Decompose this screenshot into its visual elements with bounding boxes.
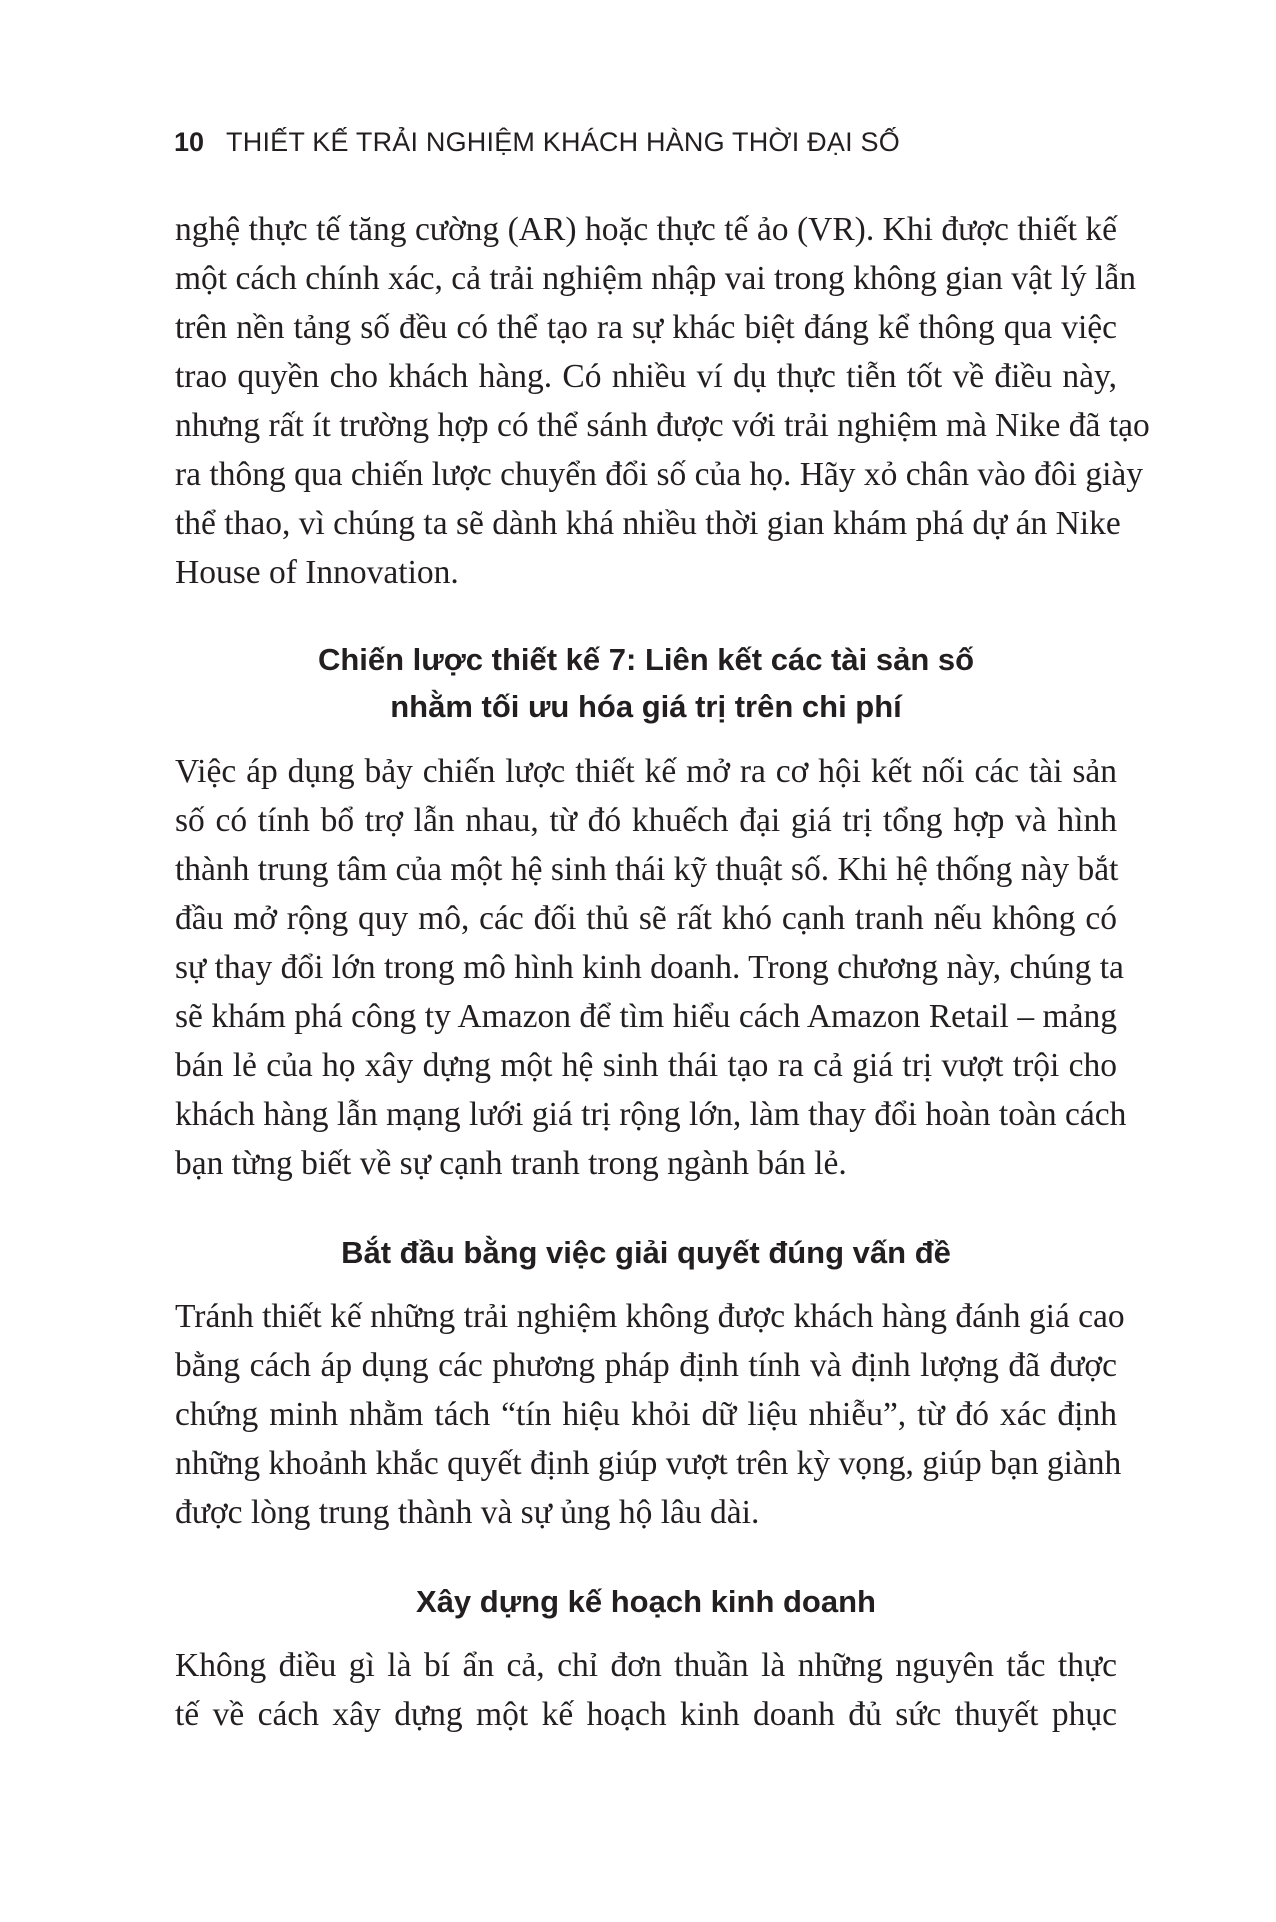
section-heading-strategy-7 xyxy=(175,636,1117,730)
paragraph-line: House of Innovation. xyxy=(175,554,459,591)
paragraph-line: số có tính bổ trợ lẫn nhau, từ đó khuếch đại giá trị tổng hợp và hình xyxy=(175,802,1117,839)
section-heading-problem xyxy=(175,1229,1117,1276)
paragraph-line: thành trung tâm của một hệ sinh thái kỹ thuật số. Khi hệ thống này bắt xyxy=(175,851,1119,888)
heading-line: nhằm tối ưu hóa giá trị trên chi phí xyxy=(390,689,902,724)
paragraph-line: sự thay đổi lớn trong mô hình kinh doanh. Trong chương này, chúng ta xyxy=(175,949,1124,986)
book-title: THIẾT KẾ TRẢI NGHIỆM KHÁCH HÀNG THỜI ĐẠI SỐ xyxy=(226,127,900,157)
paragraph-line: Tránh thiết kế những trải nghiệm không được khách hàng đánh giá cao xyxy=(175,1298,1125,1335)
section-heading-business-plan xyxy=(175,1578,1117,1625)
problem-paragraph xyxy=(175,1292,1125,1537)
paragraph-line: trao quyền cho khách hàng. Có nhiều ví dụ thực tiễn tốt về điều này, xyxy=(175,358,1117,395)
heading-line: Xây dựng kế hoạch kinh doanh xyxy=(416,1584,876,1619)
paragraph-line: thể thao, vì chúng ta sẽ dành khá nhiều thời gian khám phá dự án Nike xyxy=(175,505,1121,542)
paragraph-line: trên nền tảng số đều có thể tạo ra sự khác biệt đáng kể thông qua việc xyxy=(175,309,1117,346)
paragraph-line: chứng minh nhằm tách “tín hiệu khỏi dữ liệu nhiễu”, từ đó xác định xyxy=(175,1396,1117,1433)
heading-line: Chiến lược thiết kế 7: Liên kết các tài sản số xyxy=(317,642,975,677)
paragraph-line: một cách chính xác, cả trải nghiệm nhập vai trong không gian vật lý lẫn xyxy=(175,260,1136,297)
paragraph-line: những khoảnh khắc quyết định giúp vượt trên kỳ vọng, giúp bạn giành xyxy=(175,1445,1122,1482)
paragraph-line: tế về cách xây dựng một kế hoạch kinh doanh đủ sức thuyết phục xyxy=(175,1696,1117,1733)
paragraph-line: bằng cách áp dụng các phương pháp định tính và định lượng đã được xyxy=(175,1347,1117,1384)
paragraph-line: nghệ thực tế tăng cường (AR) hoặc thực tế ảo (VR). Khi được thiết kế xyxy=(175,211,1117,248)
paragraph-line: được lòng trung thành và sự ủng hộ lâu dài. xyxy=(175,1494,760,1531)
paragraph-line: Việc áp dụng bảy chiến lược thiết kế mở ra cơ hội kết nối các tài sản xyxy=(175,753,1117,790)
intro-paragraph xyxy=(175,205,1150,597)
page-number: 10 xyxy=(174,127,205,157)
paragraph-line: bạn từng biết về sự cạnh tranh trong ngành bán lẻ. xyxy=(175,1145,847,1182)
business-plan-paragraph xyxy=(175,1641,1117,1739)
paragraph-line: sẽ khám phá công ty Amazon để tìm hiểu cách Amazon Retail – mảng xyxy=(175,998,1117,1035)
running-header xyxy=(174,124,1134,160)
paragraph-line: bán lẻ của họ xây dựng một hệ sinh thái tạo ra cả giá trị vượt trội cho xyxy=(175,1047,1117,1084)
paragraph-line: đầu mở rộng quy mô, các đối thủ sẽ rất khó cạnh tranh nếu không có xyxy=(175,900,1117,937)
paragraph-line: nhưng rất ít trường hợp có thể sánh được với trải nghiệm mà Nike đã tạo xyxy=(175,407,1150,444)
paragraph-line: ra thông qua chiến lược chuyển đổi số của họ. Hãy xỏ chân vào đôi giày xyxy=(175,456,1144,493)
paragraph-line: Không điều gì là bí ẩn cả, chỉ đơn thuần là những nguyên tắc thực xyxy=(175,1647,1117,1684)
heading-line: Bắt đầu bằng việc giải quyết đúng vấn đề xyxy=(341,1235,951,1270)
strategy-7-paragraph xyxy=(175,747,1127,1188)
paragraph-line: khách hàng lẫn mạng lưới giá trị rộng lớn, làm thay đổi hoàn toàn cách xyxy=(175,1096,1127,1133)
